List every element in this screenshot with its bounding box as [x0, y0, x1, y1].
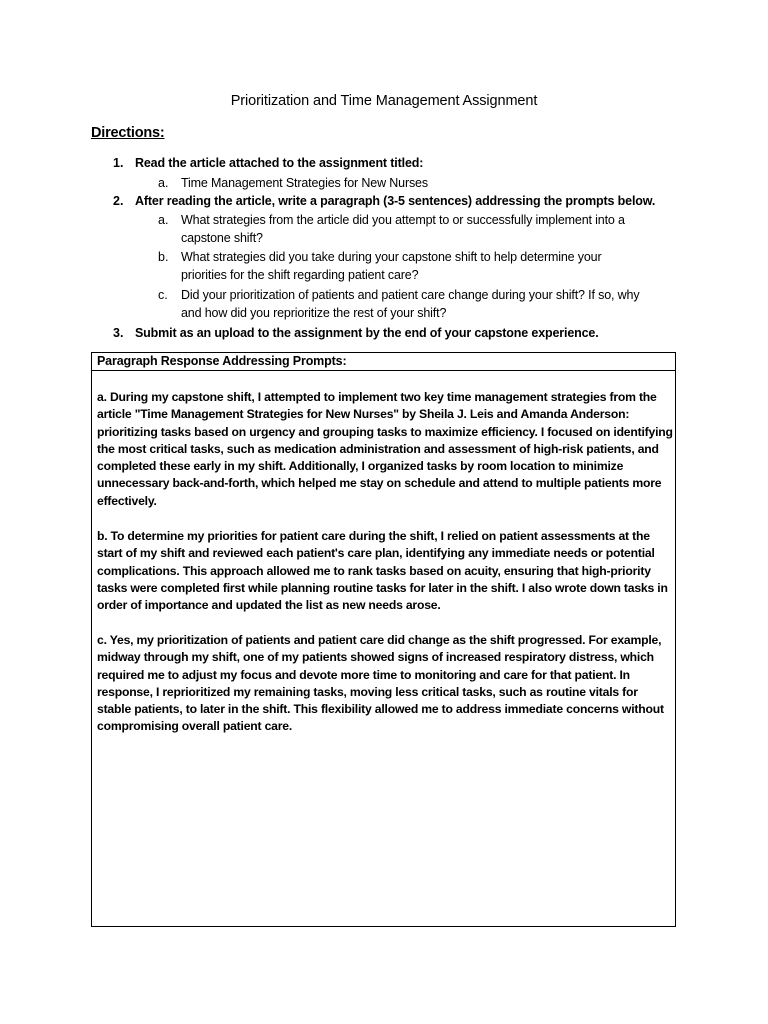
direction-item-2b-line-2: priorities for the shift regarding patient care? [181, 268, 419, 282]
direction-item-2b-line-1: What strategies did you take during your capstone shift to help determine your [181, 250, 602, 264]
direction-item-3-number: 3. [113, 326, 124, 340]
direction-item-2a-letter: a. [158, 213, 169, 227]
direction-item-3-text: Submit as an upload to the assignment by the end of your capstone experience. [135, 326, 599, 340]
response-paragraph-c: c. Yes, my prioritization of patients and patient care did change as the shift progressed. For example, midway through my shift, one of my patients showed signs of increased respiratory distress, which required me to adjust my focus and devote more time to monitoring and care for that patient. In response, I reprioritized my remaining tasks, moving less critical tasks, such as routine vitals for stable patients, to later in the shift. This flexibility allowed me to address immediate concerns without compromising overall patient care. [97, 633, 664, 734]
page-title: Prioritization and Time Management Assignment [230, 93, 538, 109]
direction-item-1a-letter: a. [158, 176, 169, 190]
direction-item-2c-line-2: and how did you reprioritize the rest of your shift? [181, 306, 447, 320]
direction-item-1a-text: Time Management Strategies for New Nurses [181, 176, 428, 190]
direction-item-2a-line-1: What strategies from the article did you attempt to or successfully implement into a [181, 213, 625, 227]
response-box [91, 352, 676, 927]
response-paragraph-a: a. During my capstone shift, I attempted to implement two key time management strategies from the article "Time Management Strategies for New Nurses" by Sheila J. Leis and Amanda Anderson: prioritizing tasks based on urgency and grouping tasks to maximize efficiency. I focused on identifying the most critical tasks, such as medication administration and assessment of high-risk patients, and completed these early in my shift. Additionally, I organized tasks by room location to minimize unnecessary back-and-forth, which helped me stay on schedule and attend to multiple patients more effectively. [97, 390, 673, 508]
response-paragraph-b: b. To determine my priorities for patient care during the shift, I relied on patient assessments at the start of my shift and reviewed each patient's care plan, identifying any immediate needs or potential complications. This approach allowed me to rank tasks based on acuity, ensuring that high-priority tasks were completed first while planning routine tasks for later in the shift. I also wrote down tasks in order of importance and updated the list as new needs arose. [97, 529, 668, 613]
direction-item-2-text: After reading the article, write a paragraph (3-5 sentences) addressing the prompts below. [135, 194, 656, 208]
direction-item-2-number: 2. [113, 194, 124, 208]
direction-item-2b-letter: b. [158, 250, 169, 264]
direction-item-1-number: 1. [113, 156, 124, 170]
direction-item-2c-line-1: Did your prioritization of patients and patient care change during your shift? If so, why [181, 288, 640, 302]
directions-heading: Directions: [91, 125, 165, 141]
response-box-header: Paragraph Response Addressing Prompts: [92, 353, 675, 371]
direction-item-1-text: Read the article attached to the assignment titled: [135, 156, 424, 170]
direction-item-2a-line-2: capstone shift? [181, 231, 263, 245]
direction-item-2c-letter: c. [158, 288, 168, 302]
